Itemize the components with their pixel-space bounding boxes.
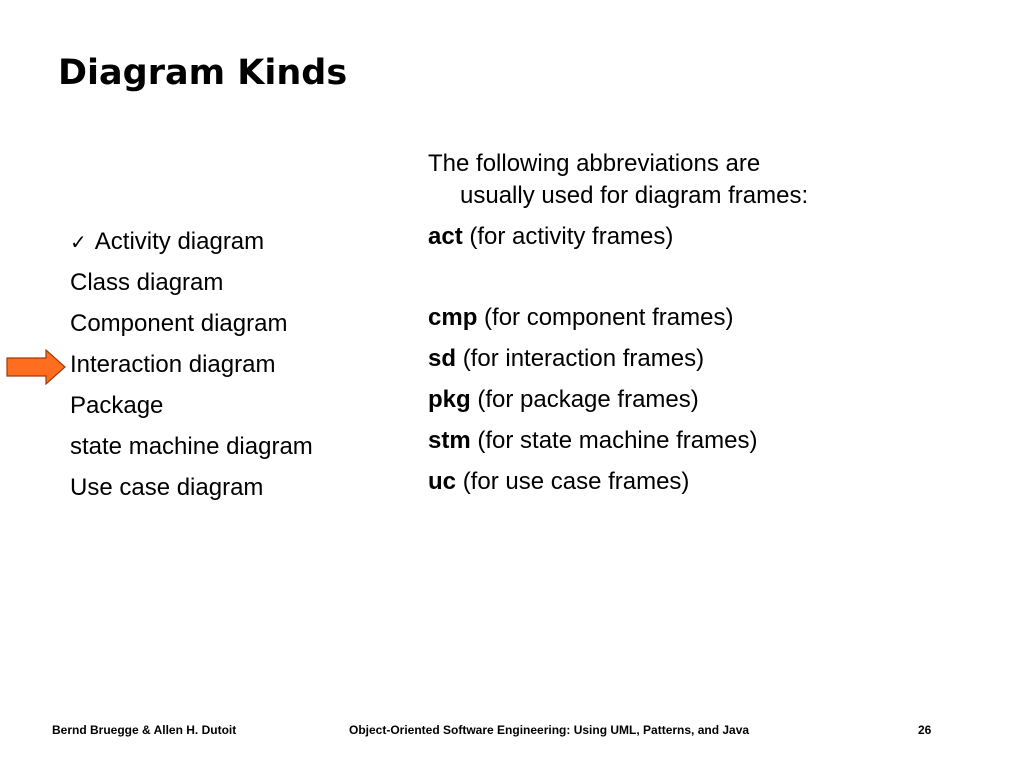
list-item-state-machine-diagram bbox=[70, 430, 313, 471]
list-item-label: Class diagram bbox=[70, 269, 224, 296]
list-item-package bbox=[70, 389, 313, 430]
abbreviation-pkg bbox=[428, 383, 808, 424]
abbreviation-code: cmp bbox=[428, 304, 478, 331]
intro-line-1: The following abbreviations are bbox=[428, 150, 761, 177]
footer-authors: Bernd Bruegge & Allen H. Dutoit bbox=[52, 723, 237, 737]
abbreviation-code: uc bbox=[428, 468, 457, 495]
abbreviation-description: (for component frames) bbox=[484, 304, 734, 331]
abbreviation-code: sd bbox=[428, 345, 457, 372]
list-item-label: Package bbox=[70, 392, 164, 419]
abbreviation-act bbox=[428, 220, 808, 261]
abbreviation-description: (for state machine frames) bbox=[477, 427, 758, 454]
list-item-label: Use case diagram bbox=[70, 474, 264, 501]
list-item-interaction-diagram bbox=[70, 348, 313, 389]
abbreviations-list bbox=[428, 220, 808, 506]
abbreviation-description: (for interaction frames) bbox=[462, 345, 705, 372]
intro-line-2: usually used for diagram frames: bbox=[460, 182, 809, 209]
abbreviation-description: (for use case frames) bbox=[462, 468, 690, 495]
abbreviation-sd bbox=[428, 342, 808, 383]
footer-book-title: Object-Oriented Software Engineering: Using UML, Patterns, and Java bbox=[349, 723, 750, 737]
footer-page-number: 26 bbox=[918, 723, 932, 737]
abbreviation-code: pkg bbox=[428, 386, 471, 413]
list-item-label: Component diagram bbox=[70, 310, 288, 337]
list-item-component-diagram bbox=[70, 307, 313, 348]
slide-title: Diagram Kinds bbox=[58, 53, 348, 93]
abbreviation-uc bbox=[428, 465, 808, 506]
diagram-kinds-list bbox=[70, 225, 313, 512]
arrow-shape bbox=[7, 350, 65, 384]
abbreviation-cmp bbox=[428, 301, 808, 342]
abbreviation-description: (for activity frames) bbox=[469, 223, 674, 250]
list-item-class-diagram bbox=[70, 266, 313, 307]
list-item-label: Interaction diagram bbox=[70, 351, 276, 378]
abbreviations-block bbox=[428, 148, 808, 506]
list-spacer bbox=[428, 261, 808, 301]
list-item-label: state machine diagram bbox=[70, 433, 313, 460]
checkmark-icon: ✓ bbox=[70, 230, 87, 254]
right-arrow-icon bbox=[6, 349, 66, 385]
list-item-activity-diagram bbox=[70, 225, 313, 266]
abbreviations-intro bbox=[428, 148, 808, 212]
abbreviation-stm bbox=[428, 424, 808, 465]
abbreviation-code: act bbox=[428, 223, 463, 250]
abbreviation-description: (for package frames) bbox=[477, 386, 699, 413]
list-item-label: Activity diagram bbox=[94, 228, 265, 255]
abbreviation-code: stm bbox=[428, 427, 471, 454]
list-item-use-case-diagram bbox=[70, 471, 313, 512]
